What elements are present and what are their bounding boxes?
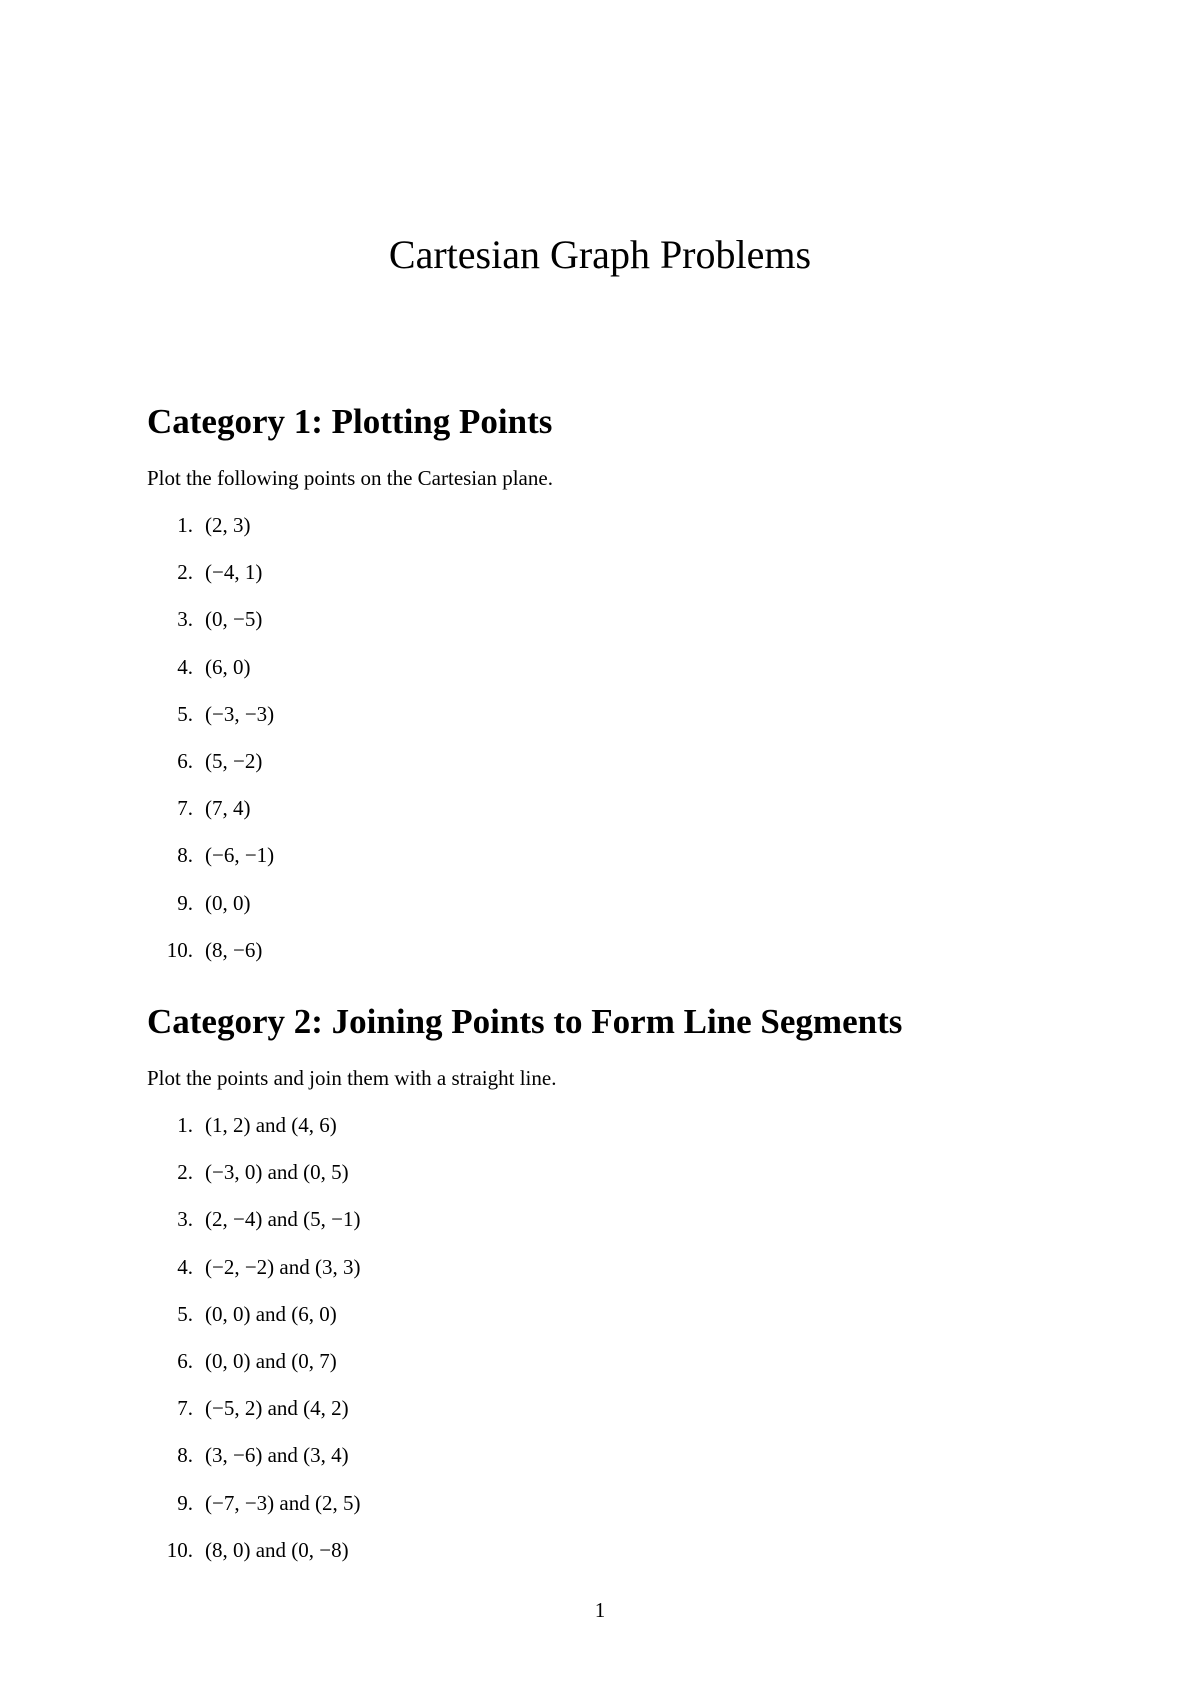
item-number: 2.: [177, 560, 193, 585]
list-item: [147, 691, 1107, 738]
item-text: (0, 0) and (6, 0): [205, 1301, 337, 1326]
item-number: 2.: [177, 1160, 193, 1185]
item-text: (8, −6): [205, 937, 263, 962]
list-item: [147, 1244, 1107, 1291]
item-text: (2, −4) and (5, −1): [205, 1207, 361, 1232]
item-number: 1.: [177, 513, 193, 537]
item-number: 7.: [177, 1396, 193, 1421]
item-text: (1, 2) and (4, 6): [205, 1113, 337, 1137]
section-plotting-points: [147, 400, 1107, 974]
item-number: 5.: [177, 701, 193, 726]
item-text: (5, −2): [205, 748, 263, 773]
item-number: 6.: [177, 1348, 193, 1373]
list-item: [147, 549, 1107, 596]
list-item: [147, 1480, 1107, 1527]
item-text: (3, −6) and (3, 4): [205, 1443, 349, 1468]
item-text: (0, 0): [205, 890, 251, 915]
item-number: 5.: [177, 1301, 193, 1326]
item-number: 4.: [177, 1254, 193, 1279]
list-item: [147, 644, 1107, 691]
section-heading: Category 2: Joining Points to Form Line Segments: [147, 1002, 903, 1041]
item-text: (0, 0) and (0, 7): [205, 1348, 337, 1373]
list-item: [147, 1196, 1107, 1243]
item-text: (8, 0) and (0, −8): [205, 1537, 349, 1562]
list-item: [147, 785, 1107, 832]
item-number: 4.: [177, 654, 193, 679]
section-line-segments: [147, 1000, 1107, 1574]
section-intro: Plot the points and join them with a straight line.: [147, 1066, 557, 1090]
problem-list: [147, 502, 1107, 974]
list-item: [147, 738, 1107, 785]
list-item: [147, 1149, 1107, 1196]
item-number: 9.: [177, 1490, 193, 1515]
list-item: [147, 1102, 1107, 1149]
item-text: (2, 3): [205, 513, 251, 537]
item-number: 8.: [177, 1443, 193, 1468]
item-number: 10.: [166, 1537, 193, 1562]
item-text: (−2, −2) and (3, 3): [205, 1254, 361, 1279]
item-number: 1.: [177, 1113, 193, 1137]
item-number: 8.: [177, 843, 193, 868]
item-text: (−5, 2) and (4, 2): [205, 1396, 349, 1421]
item-number: 3.: [177, 1207, 193, 1232]
problem-list: [147, 1102, 1107, 1574]
document-title: Cartesian Graph Problems: [388, 232, 812, 277]
item-text: (0, −5): [205, 607, 263, 632]
item-text: (6, 0): [205, 654, 251, 679]
list-item: [147, 1291, 1107, 1338]
item-number: 3.: [177, 607, 193, 632]
item-text: (−4, 1): [205, 560, 263, 585]
list-item: [147, 1527, 1107, 1574]
item-text: (−3, 0) and (0, 5): [205, 1160, 349, 1185]
item-text: (−6, −1): [205, 843, 275, 868]
item-number: 7.: [177, 796, 193, 821]
list-item: [147, 832, 1107, 879]
list-item: [147, 1432, 1107, 1479]
item-number: 10.: [166, 937, 193, 962]
item-text: (−7, −3) and (2, 5): [205, 1490, 361, 1515]
section-intro: Plot the following points on the Cartesian plane.: [147, 466, 553, 490]
section-heading: Category 1: Plotting Points: [147, 402, 553, 441]
list-item: [147, 596, 1107, 643]
item-text: (−3, −3): [205, 701, 275, 726]
page-number: 1: [594, 1598, 606, 1622]
item-number: 6.: [177, 748, 193, 773]
item-text: (7, 4): [205, 796, 251, 821]
list-item: [147, 880, 1107, 927]
list-item: [147, 1338, 1107, 1385]
item-number: 9.: [177, 890, 193, 915]
list-item: [147, 1385, 1107, 1432]
list-item: [147, 927, 1107, 974]
list-item: [147, 502, 1107, 549]
